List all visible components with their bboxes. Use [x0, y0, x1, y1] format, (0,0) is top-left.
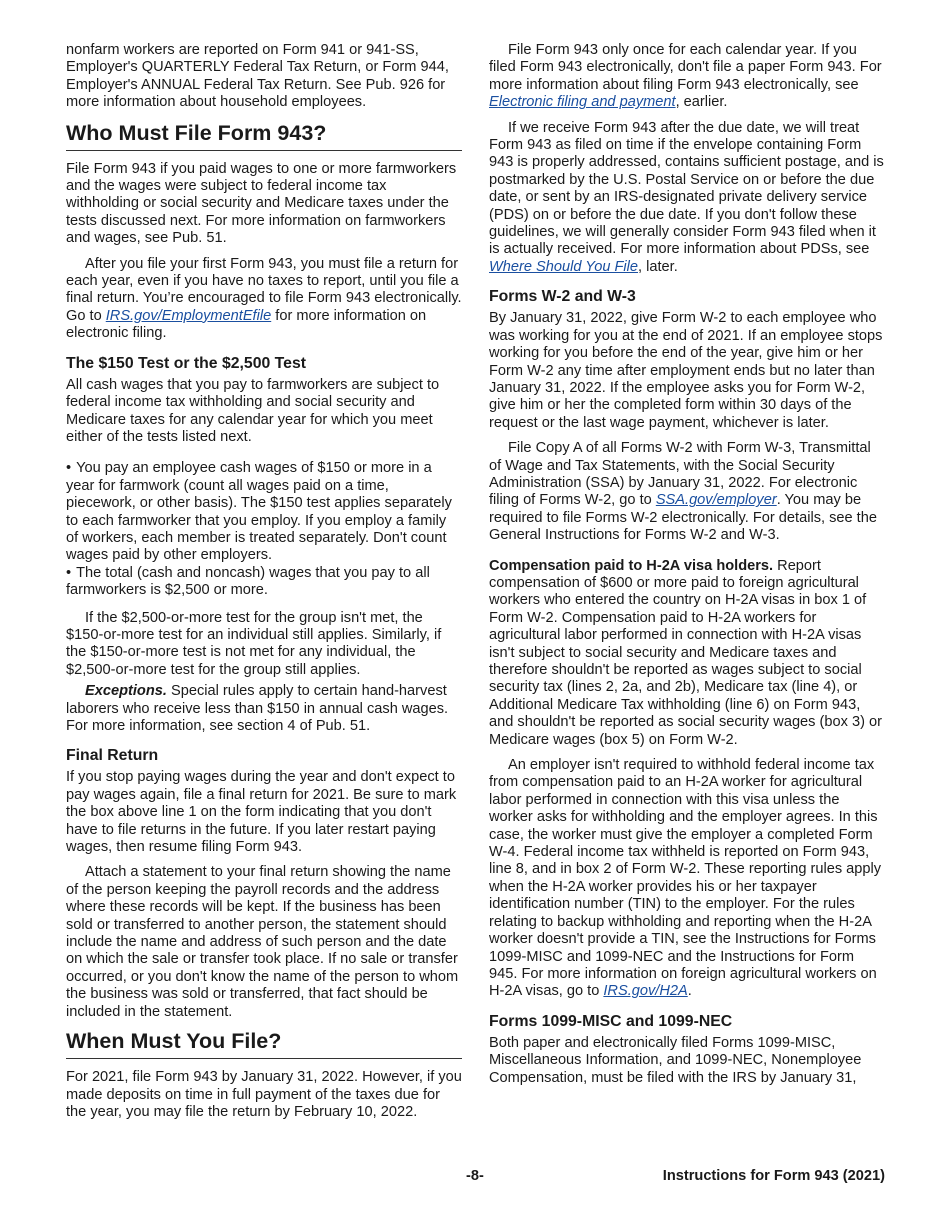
- paragraph: Both paper and electronically filed Forms 1099-MISC, Miscellaneous Information, and 1099-NEC, Nonemployee Compensation, must be filed with the IRS by January 31,: [489, 1034, 862, 1086]
- paragraph: Attach a statement to your final return showing the name of the person keeping the payroll records and the address where these records will be kept. If the business has been sold or transferred to another person, the statement should include the name and address of such person and the date on which the sale or transfer took place. If no sale or transfer occurred, or you don't know the name of the person to whom the business was sold or transferred, that fact should be included in the statement.: [66, 864, 459, 1020]
- heading-forms-w2-w3: Forms W-2 and W-3: [489, 288, 636, 306]
- list-item: • You pay an employee cash wages of $150 or more in a year for farmwork (count all wages paid on a time, piecework, or other basis). The $150 test applies separately to each farmworker that you employ. If you employ a family of workers, each member is treated separately. Don't count wages paid by other employers.: [66, 460, 462, 564]
- list-item: • The total (cash and noncash) wages that you pay to all farmworkers is $2,500 or more.: [66, 565, 462, 600]
- paragraph: If we receive Form 943 after the due date, we will treat Form 943 as filed on time if the envelope containing Form 943 is properly addressed, contains sufficient postage, and is postmarked by the U.S. Postal Service on or before the due date, or sent by an IRS-designated private delivery service (PDS) on or before the due date. If you don't follow these guidelines, we will generally consider Form 943 filed when it is actually received. For more information about PDSs, see Where Should You File, later.: [489, 119, 884, 275]
- link-irs-h2a[interactable]: IRS.gov/H2A: [603, 983, 688, 1000]
- bullet-list: [66, 460, 462, 599]
- link-ssa-employer[interactable]: SSA.gov/employer: [655, 492, 777, 509]
- page-number: -8-: [466, 1168, 484, 1184]
- page-footer: [66, 1168, 885, 1188]
- heading-final-return: Final Return: [66, 747, 159, 765]
- heading-when-must-you-file: When Must You File?: [66, 1029, 462, 1059]
- paragraph: nonfarm workers are reported on Form 941 or 941-SS, Employer's QUARTERLY Federal Tax Return, or Form 944, Employer's ANNUAL Federal Tax Return. See Pub. 926 for more information about household employees.: [66, 42, 449, 111]
- paragraph: If you stop paying wages during the year and don't expect to pay wages again, file a final return for 2021. Be sure to mark the box above line 1 on the form indicating that you don't have to file returns in the future. If you later restart paying wages, then resume filing Form 943.: [66, 769, 457, 856]
- paragraph-h2a-compensation: Compensation paid to H-2A visa holders. Report compensation of $600 or more paid to foreign agricultural workers who entered the country on H-2A visas in box 1 of Form W-2. Compensation paid to H-2A workers for agricultural labor performed in connection with H-2A visas isn't subject to social security and Medicare taxes and therefore shouldn't be reported as wages subject to social security tax (lines 2, 2a, and 2b), Medicare tax (line 4), or Additional Medicare Tax withholding (line 6) on Form 943, and shouldn't be reported as social security wages (box 3) or Medicare wages (box 5) on Form W-2.: [489, 557, 882, 748]
- paragraph: File Form 943 if you paid wages to one or more farmworkers and the wages were subject to federal income tax withholding or social security and Medicare taxes under the tests discussed next. For more information on farmworkers and wages, see Pub. 51.: [66, 160, 457, 247]
- heading-who-must-file: Who Must File Form 943?: [66, 121, 462, 151]
- paragraph: All cash wages that you pay to farmworkers are subject to federal income tax withholding and social security and Medicare taxes for any calendar year for which you meet either of the tests listed next.: [66, 376, 440, 445]
- paragraph: By January 31, 2022, give Form W-2 to each employee who was working for you at the end of 2021. If an employee stops working for you before the end of the year, give him or her Form W-2 any time after employment ends but no later than January 31, 2022. If the employee asks you for Form W-2, give him or her the completed form within 30 days of the request or the last wage payment, whichever is later.: [489, 310, 883, 431]
- run-in-heading: Exceptions.: [85, 683, 167, 700]
- left-column: [66, 42, 462, 1129]
- run-in-heading: Compensation paid to H-2A visa holders.: [489, 557, 774, 574]
- paragraph: File Form 943 only once for each calendar year. If you filed Form 943 electronically, don't file a paper Form 943. For more information about filing Form 943 electronically, see Electronic filing and payment, earlier.: [489, 42, 882, 111]
- paragraph: File Copy A of all Forms W-2 with Form W-3, Transmittal of Wage and Tax Statements, with the Social Security Administration (SSA) by January 31, 2022. For electronic filing of Forms W-2, go to SSA.gov/employer. You may be required to file Forms W-2 electronically. For details, see the General Instructions for Forms W-2 and W-3.: [489, 440, 877, 544]
- heading-forms-1099: Forms 1099-MISC and 1099-NEC: [489, 1012, 733, 1030]
- paragraph: If the $2,500-or-more test for the group isn't met, the $150-or-more test for an individual still applies. Similarly, if the $150-or-more test is not met for any individual, the $2,500-or-more test for the group still applies.: [66, 609, 442, 678]
- paragraph-exceptions: Exceptions. Special rules apply to certain hand-harvest laborers who receive less than $150 in annual cash wages. For more information, see section 4 of Pub. 51.: [66, 683, 449, 734]
- link-employment-efile[interactable]: IRS.gov/EmploymentEfile: [105, 307, 272, 324]
- link-where-should-you-file[interactable]: Where Should You File: [489, 258, 639, 275]
- document-title: Instructions for Form 943 (2021): [662, 1168, 885, 1184]
- link-electronic-filing[interactable]: Electronic filing and payment: [489, 94, 676, 111]
- paragraph: After you file your first Form 943, you must file a return for each year, even if you have no taxes to report, until you file a final return. You’re encouraged to file Form 943 electronically. Go to IRS.gov/EmploymentEfile for more information on electronic filing.: [66, 255, 462, 342]
- paragraph: An employer isn't required to withhold federal income tax from compensation paid to an H-2A worker for agricultural labor performed in connection with this visa unless the worker asks for withholding and the employer agrees. In this case, the worker must give the employer a completed Form W-4. Federal income tax withheld is reported on Form 943, line 8, and in box 2 of Form W-2. These reporting rules apply when the H-2A worker provides his or her taxpayer identification number (TIN) to the employer. For the rules relating to backup withholding and reporting when the H-2A worker doesn't provide a TIN, see the Instructions for Forms 1099-MISC and 1099-NEC and the Instructions for Form 945. For more information on foreign agricultural workers on H-2A visas, go to IRS.gov/H2A.: [489, 757, 882, 1000]
- heading-150-test: The $150 Test or the $2,500 Test: [66, 354, 306, 372]
- right-column: [489, 42, 885, 1095]
- paragraph: For 2021, file Form 943 by January 31, 2022. However, if you made deposits on time in full payment of the taxes due for the year, you may file the return by February 10, 2022.: [66, 1069, 462, 1120]
